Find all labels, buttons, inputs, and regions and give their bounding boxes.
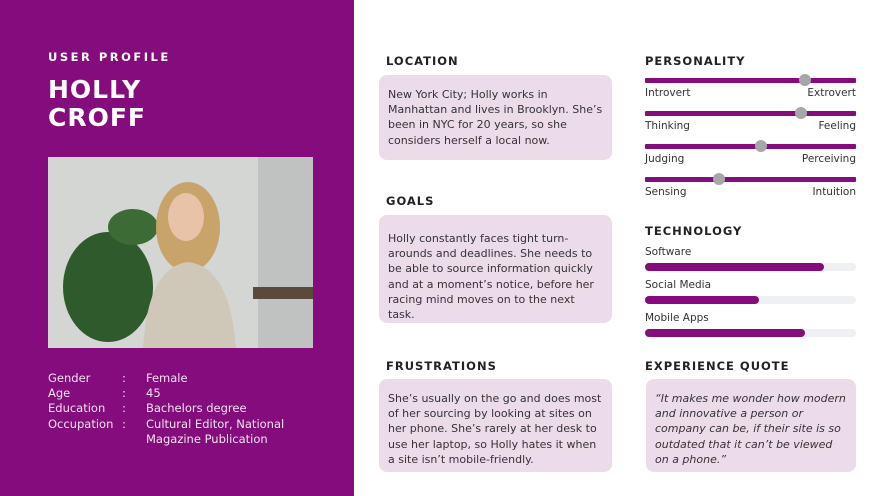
last-name: CROFF <box>48 103 147 132</box>
location-heading: LOCATION <box>386 54 459 68</box>
detail-row <box>48 386 286 401</box>
detail-sep: : <box>122 371 126 385</box>
technology-bar-fill <box>645 263 824 271</box>
profile-details <box>48 371 286 447</box>
slider-knob <box>755 140 767 152</box>
profile-name <box>48 76 146 132</box>
trait-left-label: Introvert <box>645 87 691 99</box>
detail-label: Occupation <box>48 416 114 431</box>
detail-sep: : <box>122 401 126 416</box>
technology-bar-fill <box>645 329 805 337</box>
trait-right-label: Perceiving <box>801 153 856 165</box>
goals-card: Holly constantly faces tight turn-arounds and deadlines. She needs to be able to source information quickly and at a moment’s notice, before her racing mind moves on to the next task. <box>379 215 612 323</box>
person-photo-illustration <box>48 157 313 348</box>
experience-quote-card: “It makes me wonder how modern and innovative a person or company can be, if their site is so outdated that it can’t be viewed on a phone.” <box>646 379 856 472</box>
personality-slider <box>645 111 856 132</box>
detail-row <box>48 371 286 386</box>
profile-panel <box>0 0 354 496</box>
slider-knob <box>795 107 807 119</box>
detail-value: 45 <box>146 386 161 401</box>
technology-label: Social Media <box>645 279 712 291</box>
slider-track <box>645 111 856 116</box>
slider-knob <box>713 173 725 185</box>
frustrations-heading: FRUSTRATIONS <box>386 359 497 373</box>
detail-value: Cultural Editor, National Magazine Publication <box>146 416 285 446</box>
detail-label: Age <box>48 386 71 401</box>
trait-left-label: Thinking <box>645 120 690 132</box>
detail-sep: : <box>122 416 126 431</box>
technology-bar-fill <box>645 296 759 304</box>
detail-sep: : <box>122 386 126 401</box>
quote-heading: EXPERIENCE QUOTE <box>645 359 790 373</box>
detail-row <box>48 401 286 416</box>
slider-track <box>645 78 856 83</box>
technology-bar <box>645 263 856 271</box>
technology-item <box>645 279 856 304</box>
technology-item <box>645 246 856 271</box>
detail-label: Education <box>48 401 106 416</box>
detail-value: Female <box>146 371 188 385</box>
location-card: New York City; Holly works in Manhattan and lives in Brooklyn. She’s been in NYC for 20 years, so she considers herself a local now. <box>379 75 612 160</box>
technology-heading: TECHNOLOGY <box>645 224 743 238</box>
goals-heading: GOALS <box>386 194 435 208</box>
technology-label: Mobile Apps <box>645 312 709 324</box>
trait-right-label: Extrovert <box>807 87 856 99</box>
personality-slider <box>645 144 856 165</box>
trait-left-label: Judging <box>645 153 685 165</box>
slider-track <box>645 144 856 149</box>
detail-value: Bachelors degree <box>146 401 247 416</box>
frustrations-card: She’s usually on the go and does most of her sourcing by looking at sites on her phone. She’s rarely at her desk to use her laptop, so Holly hates it when a site isn’t mobile-friendly. <box>379 379 612 472</box>
trait-left-label: Sensing <box>645 186 687 198</box>
profile-kicker: USER PROFILE <box>48 50 171 64</box>
detail-row <box>48 417 286 447</box>
technology-item <box>645 312 856 337</box>
profile-photo <box>48 157 313 348</box>
personality-slider <box>645 78 856 99</box>
technology-label: Software <box>645 246 692 258</box>
technology-bar <box>645 329 856 337</box>
trait-right-label: Feeling <box>818 120 856 132</box>
technology-bar <box>645 296 856 304</box>
personality-slider <box>645 177 856 198</box>
detail-label: Gender <box>48 371 91 385</box>
trait-right-label: Intuition <box>812 186 856 198</box>
slider-track <box>645 177 856 182</box>
first-name: HOLLY <box>48 75 142 104</box>
slider-knob <box>799 74 811 86</box>
personality-heading: PERSONALITY <box>645 54 746 68</box>
